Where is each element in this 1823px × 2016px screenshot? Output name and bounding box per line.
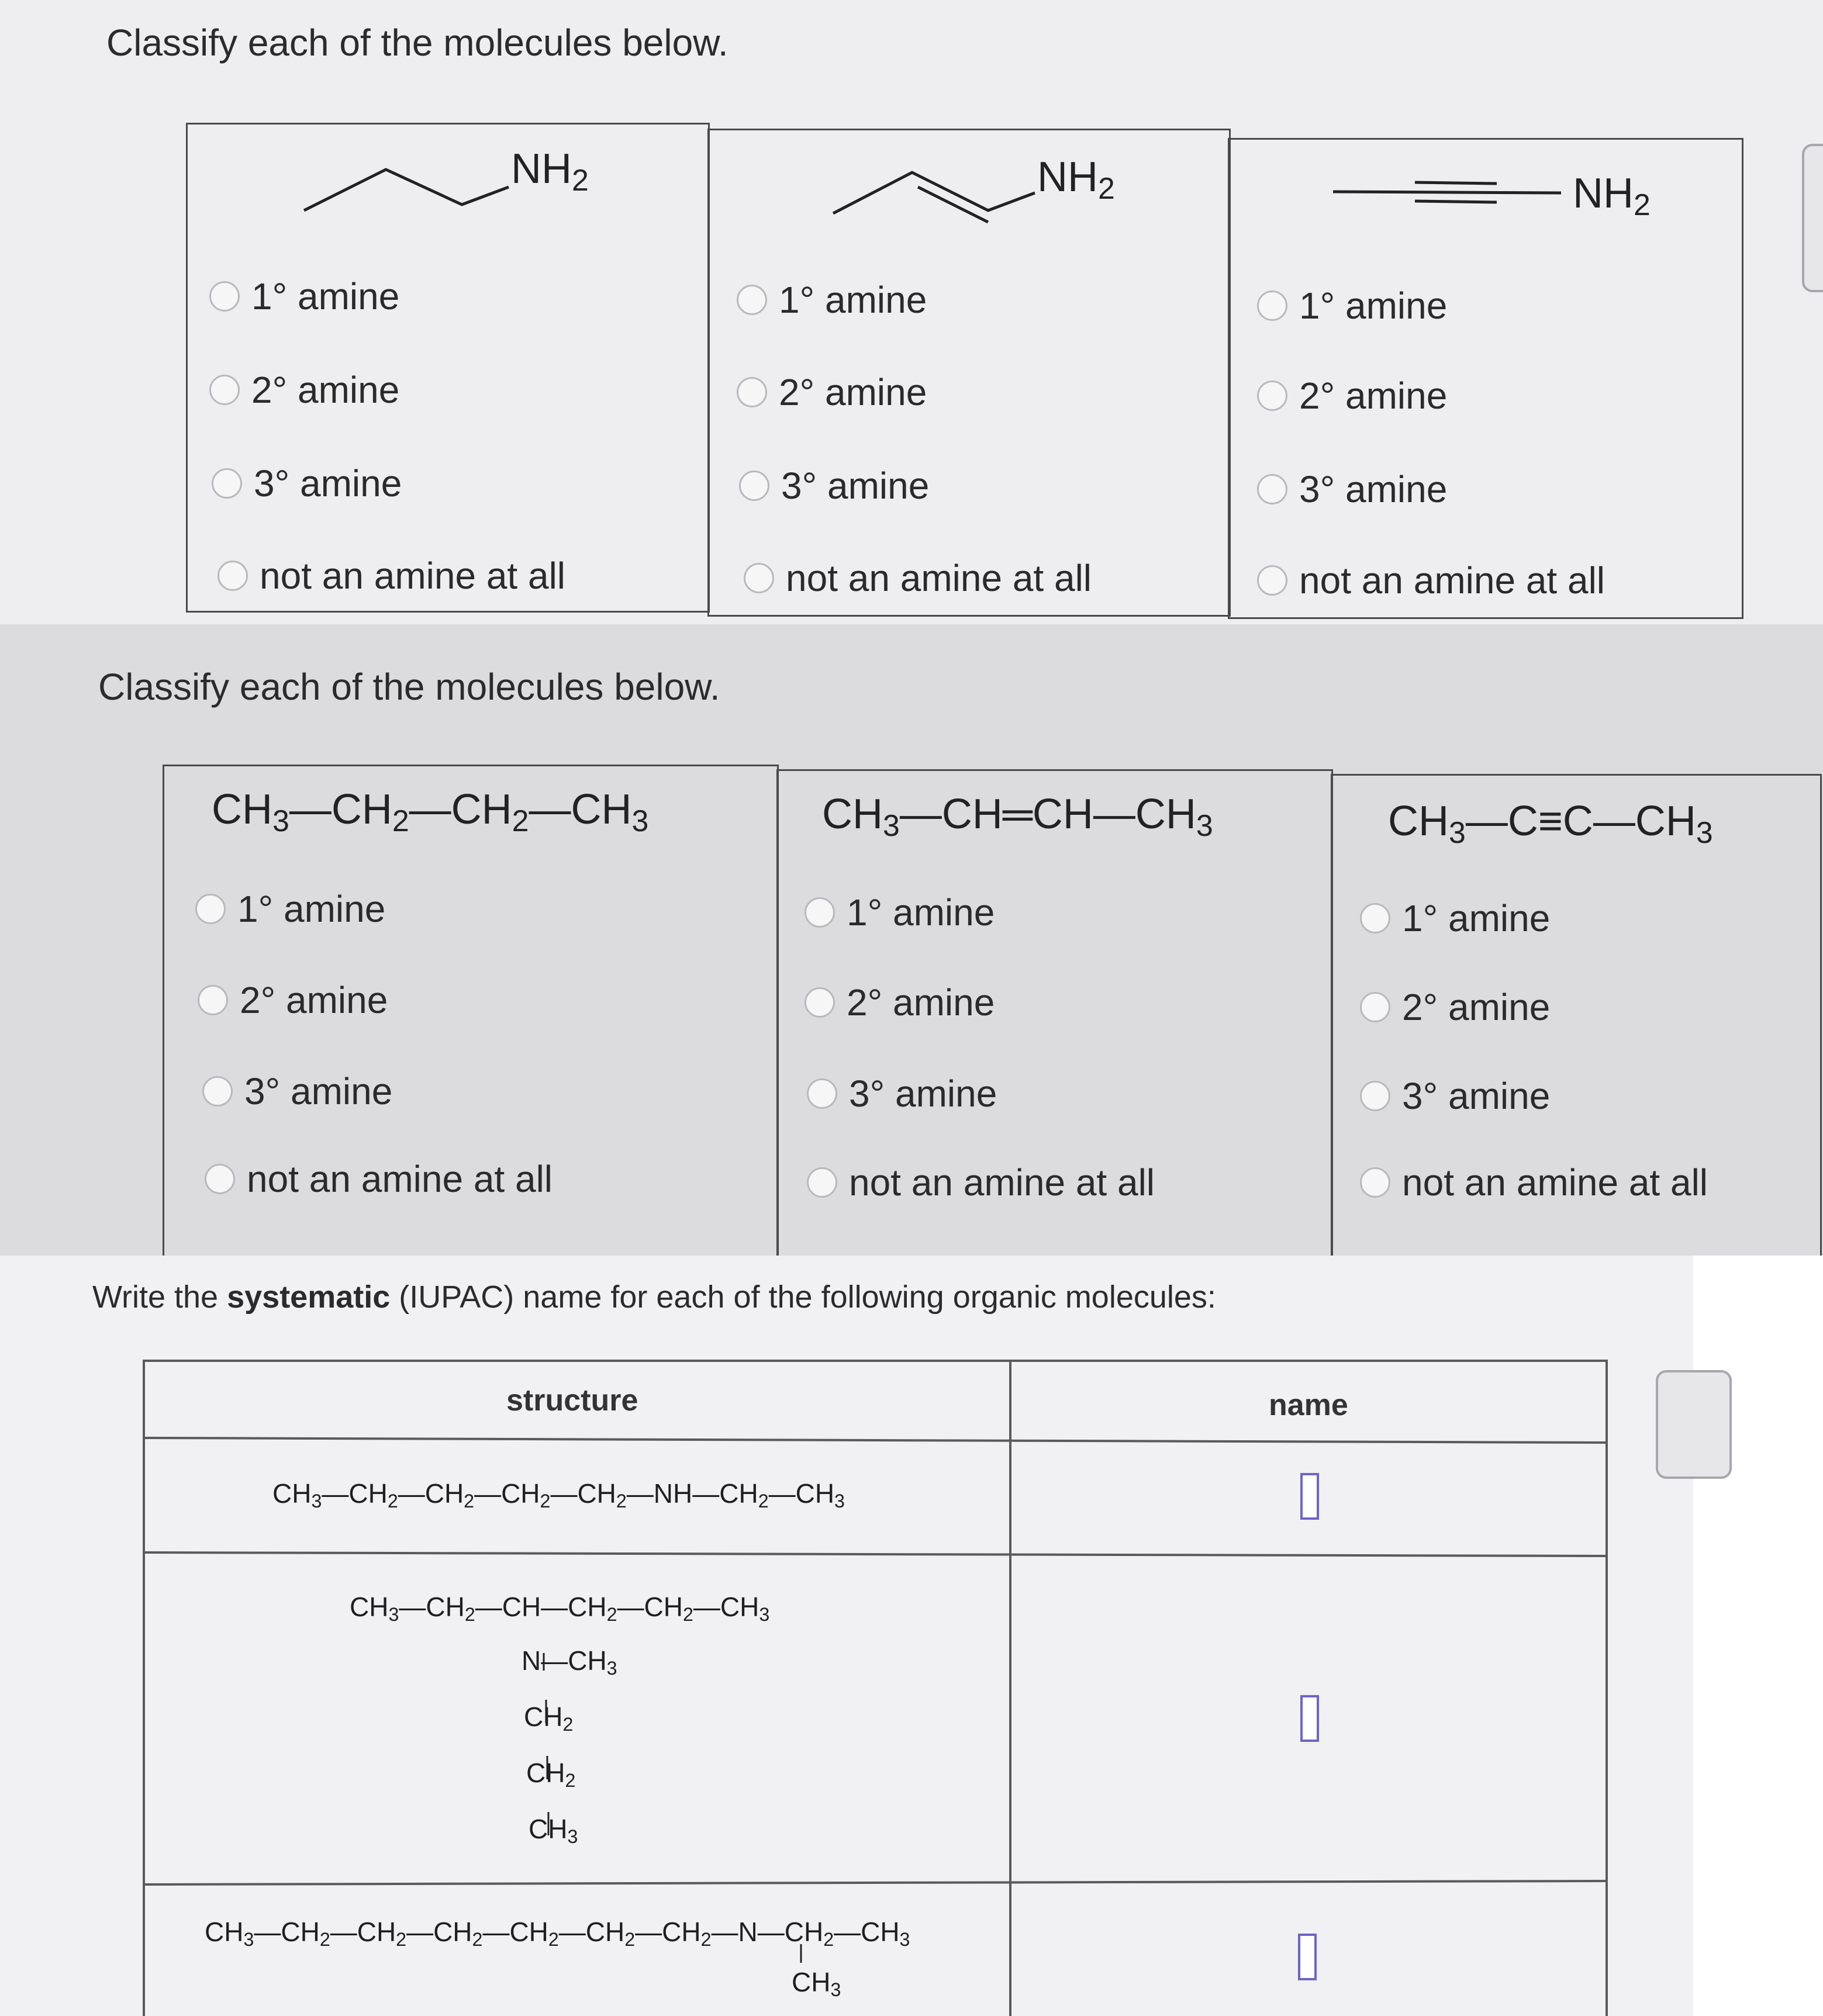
iupac-panel [0,1256,1693,2016]
radio-button[interactable] [805,897,835,928]
radio-button[interactable] [1257,565,1287,596]
column-header-structure: structure [506,1384,638,1417]
radio-button[interactable] [737,285,767,315]
name-input-row-2[interactable] [1300,1695,1319,1742]
radio-button[interactable] [212,468,242,499]
option-none-mol3[interactable]: not an amine at all [1257,559,1605,602]
iupac-table [0,1256,1693,2016]
radio-button[interactable] [805,987,835,1018]
classify-panel-1 [0,0,1823,624]
molecule-6-formula: $CH_3—C\equiv C—CH_3$ [1388,798,1713,849]
option-1deg-mol1[interactable]: 1° amine [209,275,399,318]
option-none-mol5[interactable]: not an amine at all [807,1161,1155,1204]
molecule-2-nh2: $NH_2$ [1037,154,1115,205]
structure-row-2-n: $N—CH_3$ [522,1645,617,1679]
radio-button[interactable] [209,281,240,312]
radio-button[interactable] [1360,1167,1390,1198]
section1-heading: Classify each of the molecules below. [106,22,728,64]
structure-row-2-ch2b: $CH_2$ [526,1758,576,1792]
classify-panel-2 [0,624,1823,1256]
option-2deg-mol1[interactable]: 2° amine [209,368,399,412]
radio-button[interactable] [807,1167,837,1198]
option-2deg-mol3[interactable]: 2° amine [1257,374,1447,417]
option-none-mol6[interactable]: not an amine at all [1360,1161,1708,1204]
radio-button[interactable] [217,561,248,591]
option-2deg-mol6[interactable]: 2° amine [1360,985,1550,1029]
radio-button[interactable] [195,894,226,924]
option-3deg-mol2[interactable]: 3° amine [739,464,929,507]
radio-button[interactable] [1360,903,1390,933]
radio-button[interactable] [1360,1081,1390,1111]
radio-button[interactable] [1257,381,1287,411]
structure-row-2-main: $CH_3—CH_2—CH—CH_2—CH_2—CH_3$ [350,1592,770,1626]
option-3deg-mol6[interactable]: 3° amine [1360,1074,1550,1118]
radio-button[interactable] [1360,992,1390,1022]
molecule-4-formula: $CH_3—CH_2—CH_2—CH_3$ [212,786,649,838]
structure-row-2-ch3: $CH_3$ [529,1814,578,1848]
structure-row-1: $CH_3—CH_2—CH_2—CH_2—CH_2—NH—CH_2—CH_3$ [272,1478,845,1512]
section2-heading: Classify each of the molecules below. [98,666,720,708]
structure-row-3-main: $CH_3—CH_2—CH_2—CH_2—CH_2—CH_2—CH_2—N—CH_2—CH_3$ [205,1917,910,1951]
right-margin [1693,1256,1823,2016]
radio-button[interactable] [1257,474,1287,504]
radio-button[interactable] [1257,291,1287,321]
option-1deg-mol4[interactable]: 1° amine [195,887,385,931]
option-2deg-mol4[interactable]: 2° amine [198,978,388,1022]
name-input-row-1[interactable] [1300,1473,1319,1520]
option-1deg-mol3[interactable]: 1° amine [1257,284,1447,327]
option-none-mol2[interactable]: not an amine at all [744,556,1092,600]
option-1deg-mol6[interactable]: 1° amine [1360,897,1550,940]
option-2deg-mol5[interactable]: 2° amine [805,981,995,1024]
option-none-mol4[interactable]: not an amine at all [205,1157,553,1201]
side-scroll-widget[interactable] [1802,144,1823,292]
radio-button[interactable] [209,375,240,405]
structure-row-2-ch2a: $CH_2$ [524,1702,574,1735]
option-3deg-mol3[interactable]: 3° amine [1257,468,1447,511]
option-3deg-mol5[interactable]: 3° amine [807,1072,997,1115]
molecule-3-nh2: $NH_2$ [1573,170,1651,222]
option-2deg-mol2[interactable]: 2° amine [737,371,927,414]
option-none-mol1[interactable]: not an amine at all [217,554,565,597]
section3-heading: Write the systematic (IUPAC) name for each of the following organic molecules: [92,1280,1216,1315]
option-1deg-mol5[interactable]: 1° amine [805,891,995,934]
radio-button[interactable] [739,471,769,501]
name-input-row-3[interactable] [1298,1934,1317,1980]
option-3deg-mol1[interactable]: 3° amine [212,462,402,505]
radio-button[interactable] [744,563,774,593]
molecule-5-formula: $CH_3—CH═CH—CH_3$ [822,791,1213,842]
radio-button[interactable] [737,377,767,407]
option-3deg-mol4[interactable]: 3° amine [202,1070,392,1113]
molecule-1-nh2: $NH_2$ [511,146,589,197]
radio-button[interactable] [205,1164,235,1194]
side-scroll-widget-2[interactable] [1656,1370,1732,1479]
radio-button[interactable] [198,985,228,1015]
column-header-name: name [1269,1388,1348,1422]
radio-button[interactable] [807,1078,837,1109]
radio-button[interactable] [202,1076,233,1106]
option-1deg-mol2[interactable]: 1° amine [737,278,927,321]
structure-row-3-ch3: $CH_3$ [792,1967,841,2001]
